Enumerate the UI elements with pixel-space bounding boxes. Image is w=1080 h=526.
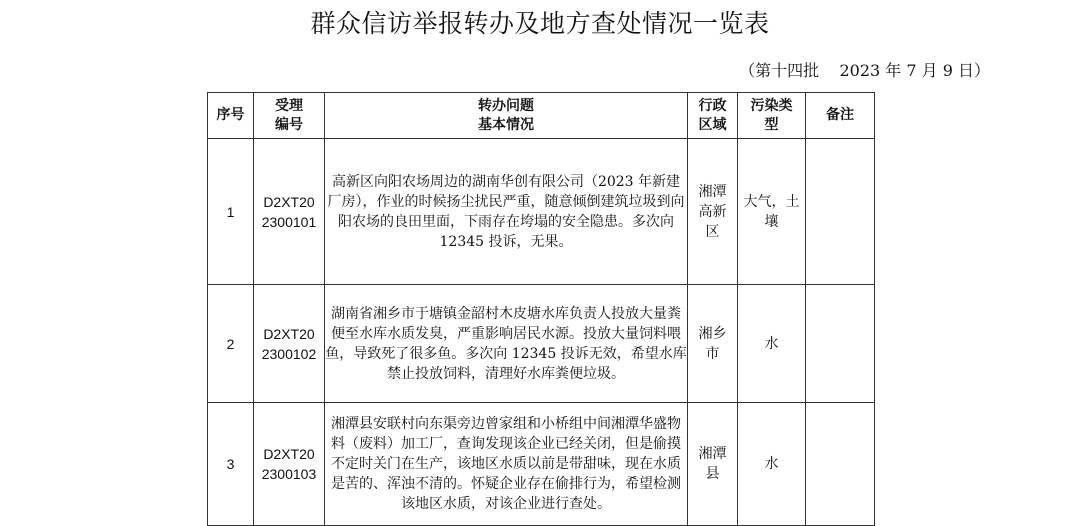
header-remarks: 备注: [806, 93, 875, 139]
cell-issue: 湘潭县安联村向东渠旁边曾家组和小桥组中间湘潭华盛物料（废料）加工厂，查询发现该企业已经关闭，但是偷摸不定时关门在生产，该地区水质以前是带甜味，现在水质是苦的、浑浊不清的。怀疑企业存在偷排行为，希望检测该地区水质，对该企业进行查处。: [325, 403, 688, 526]
cell-code: D2XT20 2300103: [254, 403, 325, 526]
cell-issue: 湖南省湘乡市于塘镇金韶村木皮塘水库负责人投放大量粪便至水库水质发臭，严重影响居民水源。投放大量饲料喂鱼，导致死了很多鱼。多次向 12345 投诉无效，希望水库禁止投放饲料，清理好水库粪便垃圾。: [325, 285, 688, 403]
cell-region: 湘潭 高新 区: [688, 139, 738, 285]
cell-region: 湘潭 县: [688, 403, 738, 526]
batch-date-line: （第十四批 2023 年 7 月 9 日）: [739, 61, 990, 80]
header-code: 受理 编号: [254, 93, 325, 139]
cell-pollution-type: 水: [738, 285, 806, 403]
cell-issue: 高新区向阳农场周边的湖南华创有限公司（2023 年新建厂房），作业的时候扬尘扰民严重，随意倾倒建筑垃圾到向阳农场的良田里面，下雨存在垮塌的安全隐患。多次向 12345 投诉，无果。: [325, 139, 688, 285]
header-row: [208, 93, 875, 139]
cell-pollution-type: 水: [738, 403, 806, 526]
cell-seq: 2: [208, 285, 254, 403]
table-body: [208, 139, 875, 526]
cell-code: D2XT20 2300101: [254, 139, 325, 285]
header-seq: 序号: [208, 93, 254, 139]
cell-remarks: [806, 403, 875, 526]
header-issue: 转办问题 基本情况: [325, 93, 688, 139]
table-row: [208, 285, 875, 403]
table-header: [208, 93, 875, 139]
cell-remarks: [806, 285, 875, 403]
cell-remarks: [806, 139, 875, 285]
cell-pollution-type: 大气，土 壤: [738, 139, 806, 285]
document-title: 群众信访举报转办及地方查处情况一览表: [310, 9, 770, 38]
header-pollution-type: 污染类 型: [738, 93, 806, 139]
complaints-table: [207, 92, 875, 526]
header-region: 行政 区域: [688, 93, 738, 139]
cell-seq: 1: [208, 139, 254, 285]
cell-seq: 3: [208, 403, 254, 526]
table-row: [208, 139, 875, 285]
cell-code: D2XT20 2300102: [254, 285, 325, 403]
cell-region: 湘乡 市: [688, 285, 738, 403]
table-row: [208, 403, 875, 526]
